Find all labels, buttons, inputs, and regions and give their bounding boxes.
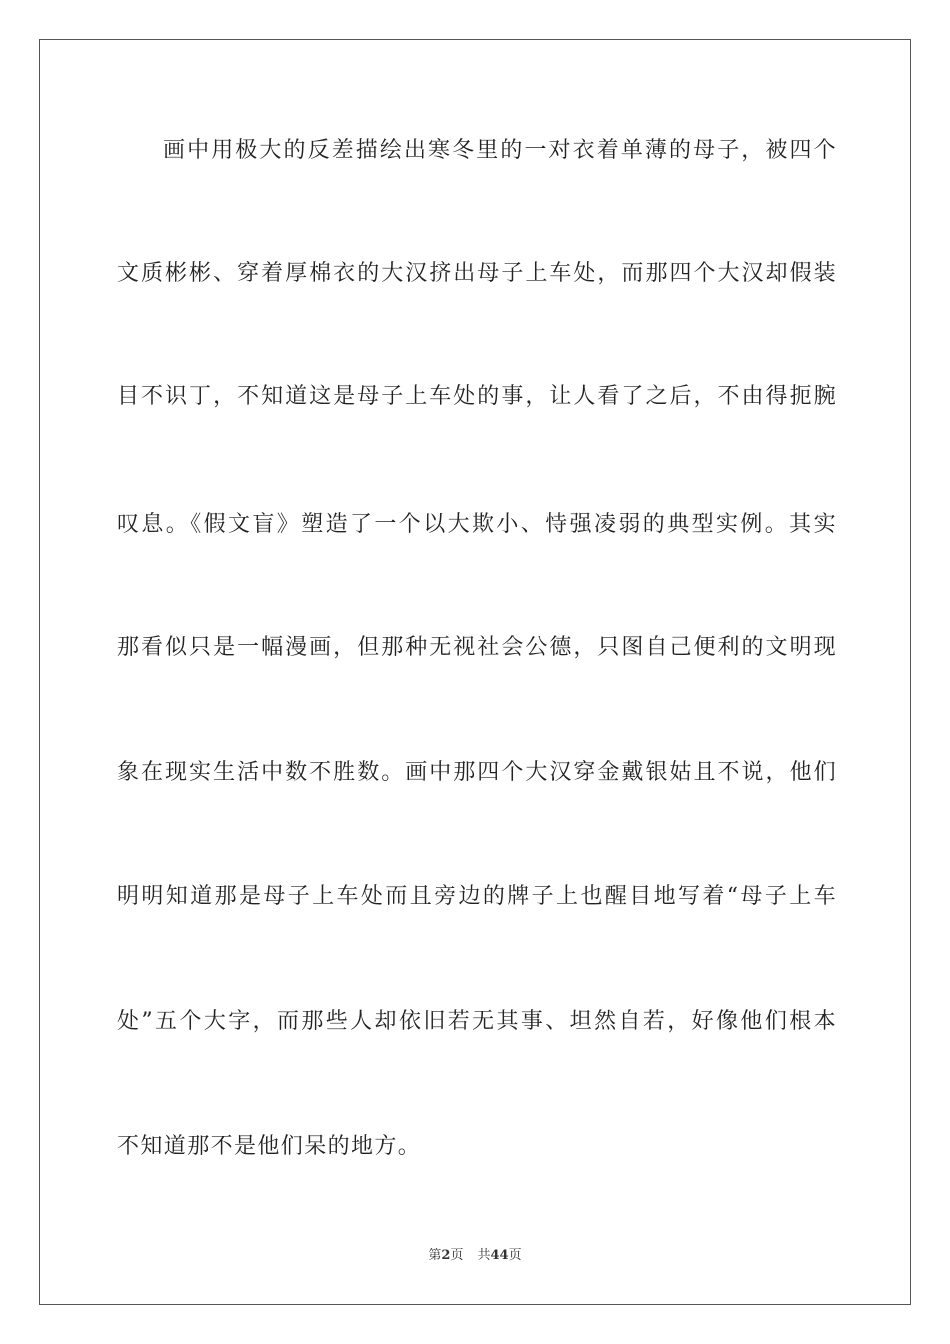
paragraph-line-8: 处”五个大字，而那些人却依旧若无其事、坦然自若，好像他们根本: [117, 1009, 837, 1034]
page-number: 2: [441, 1248, 451, 1263]
page-number-label: [428, 1248, 463, 1263]
paragraph-line-3: 目不识丁，不知道这是母子上车处的事，让人看了之后，不由得扼腕: [117, 384, 837, 409]
paragraph-line-7: 明明知道那是母子上车处而且旁边的牌子上也醒目地写着“母子上车: [117, 884, 837, 909]
total-prefix: 共: [477, 1248, 491, 1263]
paragraph-line-6: 象在现实生活中数不胜数。画中那四个大汉穿金戴银姑且不说，他们: [117, 760, 837, 785]
page-frame: [39, 39, 911, 1305]
total-suffix: 页: [508, 1248, 522, 1263]
paragraph-line-9: 不知道那不是他们呆的地方。: [117, 1134, 422, 1159]
page-footer: [0, 1247, 950, 1265]
paragraph-line-1: 画中用极大的反差描绘出寒冬里的一对衣着单薄的母子，被四个: [163, 138, 837, 163]
paragraph-line-5: 那看似只是一幅漫画，但那种无视社会公德，只图自己便利的文明现: [117, 635, 837, 660]
page-suffix: 页: [450, 1248, 464, 1263]
paragraph-line-4: 叹息。《假文盲》塑造了一个以大欺小、恃强凌弱的典型实例。其实: [117, 512, 837, 537]
paragraph-line-2: 文质彬彬、穿着厚棉衣的大汉挤出母子上车处，而那四个大汉却假装: [117, 261, 837, 286]
page-prefix: 第: [428, 1248, 442, 1263]
total-pages-label: [477, 1248, 521, 1263]
total-pages: 44: [490, 1248, 509, 1263]
